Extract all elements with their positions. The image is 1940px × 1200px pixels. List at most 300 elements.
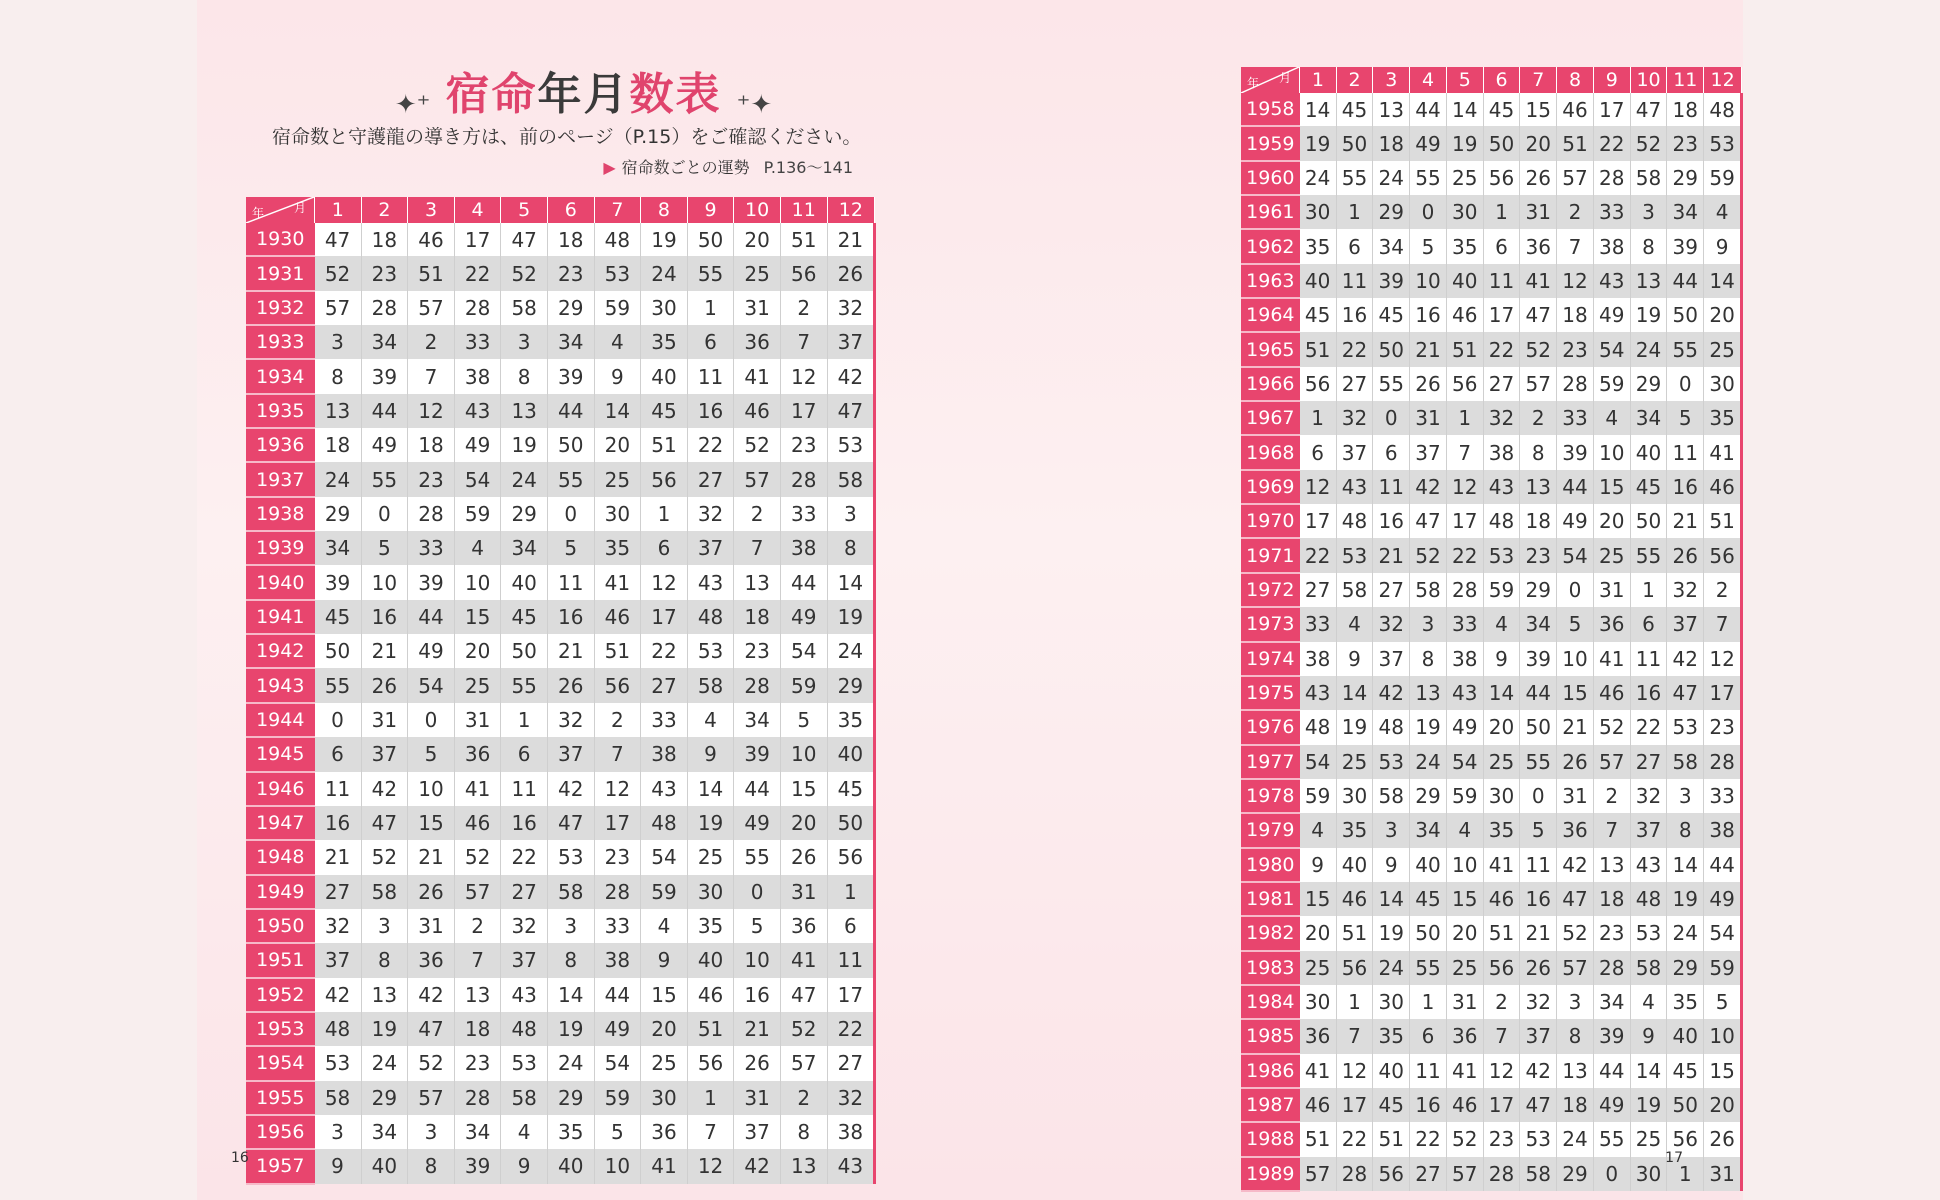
value-cell: 25 — [454, 668, 501, 702]
value-cell: 50 — [315, 634, 362, 668]
value-cell: 30 — [1300, 195, 1337, 229]
value-cell: 53 — [1483, 538, 1520, 572]
value-cell: 23 — [1667, 126, 1704, 160]
value-cell: 20 — [1446, 916, 1483, 950]
table-row — [1241, 607, 1742, 641]
value-cell: 31 — [408, 909, 455, 943]
value-cell: 59 — [1704, 951, 1742, 985]
value-cell: 36 — [408, 943, 455, 977]
value-cell: 38 — [1593, 229, 1630, 263]
value-cell: 33 — [1704, 779, 1742, 813]
value-cell: 45 — [501, 600, 548, 634]
value-cell: 22 — [1483, 332, 1520, 366]
value-cell: 44 — [1557, 470, 1594, 504]
value-cell: 56 — [1704, 538, 1742, 572]
value-cell: 45 — [1336, 93, 1373, 126]
value-cell: 39 — [454, 1149, 501, 1183]
value-cell: 46 — [594, 600, 641, 634]
value-cell: 57 — [780, 1046, 827, 1080]
value-cell: 3 — [1410, 607, 1447, 641]
value-cell: 36 — [1446, 1019, 1483, 1053]
value-cell: 9 — [594, 359, 641, 393]
year-cell: 1978 — [1241, 779, 1300, 813]
value-cell: 39 — [1667, 229, 1704, 263]
value-cell: 56 — [1667, 1122, 1704, 1156]
value-cell: 16 — [1667, 470, 1704, 504]
value-cell: 5 — [1557, 607, 1594, 641]
value-cell: 58 — [361, 875, 408, 909]
value-cell: 40 — [501, 565, 548, 599]
value-cell: 22 — [454, 256, 501, 290]
value-cell: 59 — [594, 291, 641, 325]
value-cell: 6 — [1336, 229, 1373, 263]
value-cell: 30 — [1373, 985, 1410, 1019]
value-cell: 39 — [734, 737, 781, 771]
value-cell: 3 — [1630, 195, 1667, 229]
year-cell: 1939 — [246, 531, 315, 565]
value-cell: 49 — [454, 428, 501, 462]
value-cell: 45 — [1300, 298, 1337, 332]
value-cell: 32 — [1630, 779, 1667, 813]
value-cell: 37 — [827, 325, 875, 359]
value-cell: 20 — [454, 634, 501, 668]
table-row — [246, 1149, 875, 1183]
value-cell: 12 — [641, 565, 688, 599]
value-cell: 35 — [687, 909, 734, 943]
value-cell: 25 — [1483, 745, 1520, 779]
value-cell: 16 — [1520, 882, 1557, 916]
value-cell: 24 — [641, 256, 688, 290]
value-cell: 19 — [501, 428, 548, 462]
value-cell: 49 — [734, 806, 781, 840]
value-cell: 37 — [547, 737, 594, 771]
value-cell: 13 — [361, 978, 408, 1012]
value-cell: 58 — [1630, 951, 1667, 985]
value-cell: 48 — [1704, 93, 1742, 126]
year-cell: 1950 — [246, 909, 315, 943]
value-cell: 44 — [594, 978, 641, 1012]
value-cell: 19 — [361, 1012, 408, 1046]
year-cell: 1976 — [1241, 710, 1300, 744]
value-cell: 8 — [1410, 642, 1447, 676]
value-cell: 5 — [1667, 401, 1704, 435]
value-cell: 23 — [547, 256, 594, 290]
value-cell: 39 — [1593, 1019, 1630, 1053]
value-cell: 35 — [1373, 1019, 1410, 1053]
year-cell: 1954 — [246, 1046, 315, 1080]
value-cell: 14 — [1300, 93, 1337, 126]
month-header: 6 — [547, 197, 594, 223]
value-cell: 42 — [361, 772, 408, 806]
value-cell: 14 — [547, 978, 594, 1012]
value-cell: 28 — [1483, 1157, 1520, 1191]
sparkle-icon: ✦⁺ — [394, 89, 431, 120]
value-cell: 55 — [1410, 161, 1447, 195]
value-cell: 53 — [1336, 538, 1373, 572]
value-cell: 45 — [1373, 1088, 1410, 1122]
value-cell: 23 — [1704, 710, 1742, 744]
value-cell: 17 — [1336, 1088, 1373, 1122]
value-cell: 19 — [687, 806, 734, 840]
value-cell: 31 — [1704, 1157, 1742, 1191]
value-cell: 44 — [734, 772, 781, 806]
value-cell: 13 — [780, 1149, 827, 1183]
table-row — [1241, 504, 1742, 538]
value-cell: 56 — [1483, 161, 1520, 195]
value-cell: 47 — [547, 806, 594, 840]
year-cell: 1946 — [246, 772, 315, 806]
corner-header — [1241, 67, 1300, 93]
value-cell: 53 — [827, 428, 875, 462]
value-cell: 23 — [454, 1046, 501, 1080]
value-cell: 52 — [454, 840, 501, 874]
value-cell: 34 — [454, 1115, 501, 1149]
value-cell: 52 — [361, 840, 408, 874]
value-cell: 45 — [315, 600, 362, 634]
value-cell: 15 — [1520, 93, 1557, 126]
value-cell: 27 — [641, 668, 688, 702]
value-cell: 17 — [1483, 1088, 1520, 1122]
value-cell: 53 — [687, 634, 734, 668]
table-row — [1241, 745, 1742, 779]
value-cell: 55 — [547, 462, 594, 496]
value-cell: 12 — [1300, 470, 1337, 504]
value-cell: 10 — [1446, 848, 1483, 882]
value-cell: 0 — [1373, 401, 1410, 435]
value-cell: 20 — [1520, 126, 1557, 160]
value-cell: 32 — [1483, 401, 1520, 435]
value-cell: 46 — [454, 806, 501, 840]
value-cell: 8 — [1557, 1019, 1594, 1053]
year-cell: 1964 — [1241, 298, 1300, 332]
destiny-table-right — [1241, 67, 1743, 1192]
value-cell: 7 — [1557, 229, 1594, 263]
value-cell: 27 — [501, 875, 548, 909]
value-cell: 11 — [501, 772, 548, 806]
value-cell: 44 — [361, 394, 408, 428]
value-cell: 58 — [1630, 161, 1667, 195]
value-cell: 0 — [547, 497, 594, 531]
value-cell: 23 — [1483, 1122, 1520, 1156]
value-cell: 32 — [1373, 607, 1410, 641]
value-cell: 8 — [780, 1115, 827, 1149]
value-cell: 16 — [687, 394, 734, 428]
value-cell: 48 — [641, 806, 688, 840]
year-cell: 1979 — [1241, 813, 1300, 847]
value-cell: 14 — [1483, 676, 1520, 710]
value-cell: 48 — [687, 600, 734, 634]
month-header: 10 — [734, 197, 781, 223]
month-header: 10 — [1630, 67, 1667, 93]
value-cell: 18 — [734, 600, 781, 634]
year-cell: 1951 — [246, 943, 315, 977]
value-cell: 16 — [547, 600, 594, 634]
month-axis-label: 月 — [1279, 71, 1292, 85]
value-cell: 15 — [641, 978, 688, 1012]
value-cell: 28 — [1593, 161, 1630, 195]
value-cell: 26 — [780, 840, 827, 874]
value-cell: 34 — [547, 325, 594, 359]
year-cell: 1988 — [1241, 1122, 1300, 1156]
value-cell: 31 — [734, 291, 781, 325]
triangle-right-icon: ▶ — [603, 158, 616, 177]
value-cell: 24 — [547, 1046, 594, 1080]
value-cell: 46 — [1336, 882, 1373, 916]
table-row — [1241, 710, 1742, 744]
value-cell: 39 — [1557, 435, 1594, 469]
value-cell: 19 — [1630, 298, 1667, 332]
year-cell: 1958 — [1241, 93, 1300, 126]
value-cell: 55 — [1667, 332, 1704, 366]
value-cell: 32 — [827, 1081, 875, 1115]
value-cell: 43 — [827, 1149, 875, 1183]
value-cell: 50 — [547, 428, 594, 462]
table-row — [1241, 401, 1742, 435]
value-cell: 44 — [1704, 848, 1742, 882]
value-cell: 57 — [408, 291, 455, 325]
value-cell: 59 — [1593, 367, 1630, 401]
value-cell: 20 — [780, 806, 827, 840]
value-cell: 30 — [594, 497, 641, 531]
value-cell: 1 — [1300, 401, 1337, 435]
value-cell: 27 — [1336, 367, 1373, 401]
value-cell: 51 — [687, 1012, 734, 1046]
value-cell: 2 — [1557, 195, 1594, 229]
value-cell: 36 — [1557, 813, 1594, 847]
value-cell: 34 — [1373, 229, 1410, 263]
value-cell: 1 — [687, 1081, 734, 1115]
value-cell: 44 — [1667, 264, 1704, 298]
value-cell: 40 — [1373, 1054, 1410, 1088]
value-cell: 32 — [1520, 985, 1557, 1019]
value-cell: 15 — [1557, 676, 1594, 710]
value-cell: 6 — [1630, 607, 1667, 641]
table-row — [1241, 435, 1742, 469]
value-cell: 59 — [641, 875, 688, 909]
value-cell: 59 — [454, 497, 501, 531]
year-cell: 1947 — [246, 806, 315, 840]
value-cell: 34 — [361, 325, 408, 359]
value-cell: 52 — [408, 1046, 455, 1080]
value-cell: 19 — [1373, 916, 1410, 950]
value-cell: 35 — [1483, 813, 1520, 847]
value-cell: 27 — [827, 1046, 875, 1080]
value-cell: 13 — [1520, 470, 1557, 504]
year-cell: 1971 — [1241, 538, 1300, 572]
value-cell: 50 — [1483, 126, 1520, 160]
year-cell: 1989 — [1241, 1157, 1300, 1191]
value-cell: 2 — [780, 1081, 827, 1115]
value-cell: 23 — [594, 840, 641, 874]
value-cell: 39 — [315, 565, 362, 599]
value-cell: 59 — [1300, 779, 1337, 813]
value-cell: 18 — [361, 223, 408, 256]
value-cell: 54 — [1446, 745, 1483, 779]
value-cell: 13 — [315, 394, 362, 428]
value-cell: 56 — [594, 668, 641, 702]
value-cell: 15 — [1446, 882, 1483, 916]
value-cell: 33 — [1593, 195, 1630, 229]
year-cell: 1983 — [1241, 951, 1300, 985]
value-cell: 12 — [1483, 1054, 1520, 1088]
value-cell: 17 — [827, 978, 875, 1012]
value-cell: 37 — [1520, 1019, 1557, 1053]
value-cell: 27 — [1483, 367, 1520, 401]
table-row — [246, 223, 875, 256]
value-cell: 58 — [827, 462, 875, 496]
value-cell: 37 — [1336, 435, 1373, 469]
table-row — [246, 256, 875, 290]
value-cell: 55 — [1630, 538, 1667, 572]
value-cell: 40 — [361, 1149, 408, 1183]
value-cell: 25 — [1593, 538, 1630, 572]
value-cell: 16 — [1630, 676, 1667, 710]
value-cell: 58 — [1410, 573, 1447, 607]
value-cell: 41 — [641, 1149, 688, 1183]
value-cell: 25 — [1336, 745, 1373, 779]
table-row — [246, 462, 875, 496]
value-cell: 29 — [547, 291, 594, 325]
value-cell: 43 — [1483, 470, 1520, 504]
value-cell: 24 — [1300, 161, 1337, 195]
value-cell: 45 — [1667, 1054, 1704, 1088]
value-cell: 0 — [1667, 367, 1704, 401]
value-cell: 39 — [1373, 264, 1410, 298]
value-cell: 16 — [1410, 298, 1447, 332]
value-cell: 55 — [734, 840, 781, 874]
value-cell: 10 — [594, 1149, 641, 1183]
value-cell: 50 — [1630, 504, 1667, 538]
value-cell: 31 — [361, 703, 408, 737]
table-row — [1241, 367, 1742, 401]
value-cell: 10 — [361, 565, 408, 599]
value-cell: 37 — [315, 943, 362, 977]
value-cell: 52 — [1593, 710, 1630, 744]
value-cell: 55 — [361, 462, 408, 496]
value-cell: 35 — [1704, 401, 1742, 435]
value-cell: 46 — [687, 978, 734, 1012]
value-cell: 6 — [1483, 229, 1520, 263]
value-cell: 4 — [1704, 195, 1742, 229]
value-cell: 29 — [1410, 779, 1447, 813]
value-cell: 42 — [734, 1149, 781, 1183]
value-cell: 51 — [1336, 916, 1373, 950]
value-cell: 53 — [1630, 916, 1667, 950]
value-cell: 45 — [1373, 298, 1410, 332]
value-cell: 57 — [1520, 367, 1557, 401]
value-cell: 53 — [594, 256, 641, 290]
value-cell: 44 — [408, 600, 455, 634]
value-cell: 53 — [1520, 1122, 1557, 1156]
table-row — [1241, 882, 1742, 916]
value-cell: 10 — [1410, 264, 1447, 298]
value-cell: 4 — [454, 531, 501, 565]
value-cell: 18 — [454, 1012, 501, 1046]
value-cell: 3 — [315, 1115, 362, 1149]
value-cell: 37 — [361, 737, 408, 771]
value-cell: 9 — [1300, 848, 1337, 882]
value-cell: 59 — [1704, 161, 1742, 195]
value-cell: 25 — [1446, 951, 1483, 985]
value-cell: 51 — [408, 256, 455, 290]
value-cell: 43 — [454, 394, 501, 428]
value-cell: 42 — [1410, 470, 1447, 504]
value-cell: 28 — [454, 291, 501, 325]
value-cell: 20 — [594, 428, 641, 462]
value-cell: 44 — [780, 565, 827, 599]
value-cell: 49 — [594, 1012, 641, 1046]
value-cell: 50 — [827, 806, 875, 840]
value-cell: 7 — [1336, 1019, 1373, 1053]
table-row — [246, 668, 875, 702]
value-cell: 48 — [1336, 504, 1373, 538]
value-cell: 19 — [1300, 126, 1337, 160]
value-cell: 40 — [687, 943, 734, 977]
table-header-row — [246, 197, 875, 223]
year-cell: 1957 — [246, 1149, 315, 1183]
value-cell: 15 — [1704, 1054, 1742, 1088]
value-cell: 0 — [734, 875, 781, 909]
month-header: 5 — [1446, 67, 1483, 93]
value-cell: 46 — [1704, 470, 1742, 504]
value-cell: 42 — [1373, 676, 1410, 710]
value-cell: 42 — [315, 978, 362, 1012]
value-cell: 22 — [827, 1012, 875, 1046]
value-cell: 13 — [1557, 1054, 1594, 1088]
year-cell: 1965 — [1241, 332, 1300, 366]
value-cell: 17 — [1704, 676, 1742, 710]
value-cell: 20 — [641, 1012, 688, 1046]
value-cell: 6 — [687, 325, 734, 359]
value-cell: 0 — [408, 703, 455, 737]
value-cell: 25 — [594, 462, 641, 496]
year-cell: 1930 — [246, 223, 315, 256]
value-cell: 4 — [687, 703, 734, 737]
year-cell: 1970 — [1241, 504, 1300, 538]
value-cell: 43 — [501, 978, 548, 1012]
value-cell: 24 — [1410, 745, 1447, 779]
value-cell: 32 — [687, 497, 734, 531]
value-cell: 31 — [1593, 573, 1630, 607]
value-cell: 33 — [780, 497, 827, 531]
year-cell: 1948 — [246, 840, 315, 874]
value-cell: 41 — [1446, 1054, 1483, 1088]
value-cell: 36 — [734, 325, 781, 359]
table-row — [1241, 195, 1742, 229]
value-cell: 47 — [1520, 1088, 1557, 1122]
value-cell: 31 — [1410, 401, 1447, 435]
value-cell: 3 — [547, 909, 594, 943]
value-cell: 54 — [1300, 745, 1337, 779]
value-cell: 38 — [1704, 813, 1742, 847]
month-header: 2 — [1336, 67, 1373, 93]
table-row — [246, 531, 875, 565]
value-cell: 8 — [315, 359, 362, 393]
value-cell: 34 — [734, 703, 781, 737]
value-cell: 12 — [780, 359, 827, 393]
value-cell: 48 — [1483, 504, 1520, 538]
table-row — [1241, 332, 1742, 366]
value-cell: 41 — [594, 565, 641, 599]
year-cell: 1973 — [1241, 607, 1300, 641]
value-cell: 51 — [1373, 1122, 1410, 1156]
table-row — [246, 634, 875, 668]
value-cell: 8 — [361, 943, 408, 977]
table-row — [246, 428, 875, 462]
value-cell: 57 — [1557, 951, 1594, 985]
value-cell: 15 — [1300, 882, 1337, 916]
value-cell: 0 — [1557, 573, 1594, 607]
